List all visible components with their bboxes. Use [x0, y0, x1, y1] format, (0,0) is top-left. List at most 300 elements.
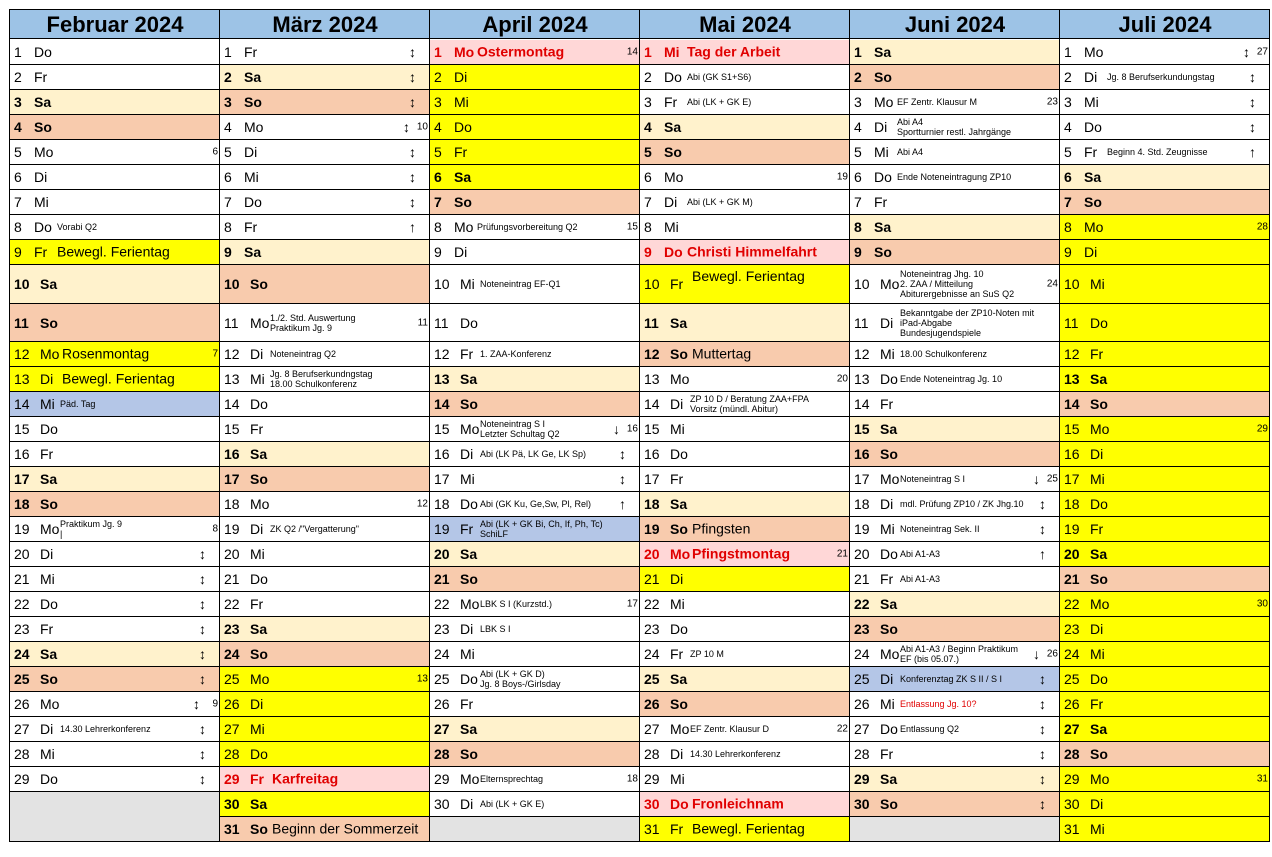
day-number: 12 — [1064, 346, 1080, 362]
day-number: 6 — [434, 169, 442, 185]
day-number: 20 — [1064, 546, 1080, 562]
day-number: 25 — [1064, 671, 1080, 687]
week-number: 12 — [416, 498, 428, 510]
day-cell — [640, 304, 850, 342]
day-cell — [220, 115, 430, 140]
event-note: Jg. 8 Berufserkundngstag 18.00 Schulkonferenz — [270, 369, 373, 389]
day-number: 16 — [224, 446, 240, 462]
day-number: 17 — [224, 471, 240, 487]
weekday: Mo — [670, 721, 690, 737]
event-note: Päd. Tag — [60, 399, 96, 409]
day-number: 31 — [644, 821, 660, 837]
day-cell — [1060, 592, 1270, 617]
day-number: 26 — [224, 696, 240, 712]
day-number: 13 — [224, 371, 240, 387]
day-cell — [1060, 392, 1270, 417]
day-number: 23 — [434, 621, 450, 637]
weekday: Di — [670, 571, 684, 587]
weekday: Di — [250, 696, 264, 712]
weekday: So — [1084, 194, 1102, 210]
day-number: 14 — [14, 396, 30, 412]
range-arrow-icon: ↕ — [199, 671, 206, 687]
event-note: Bewegl. Ferientag — [692, 820, 805, 837]
event-note: Bewegl. Ferientag — [692, 268, 805, 284]
weekday: Mo — [670, 371, 690, 387]
day-number: 6 — [14, 169, 22, 185]
day-number: 20 — [14, 546, 30, 562]
week-number: 21 — [836, 548, 848, 560]
week-number: 23 — [1046, 96, 1058, 108]
weekday: Mi — [670, 421, 685, 437]
weekday: Sa — [1090, 371, 1108, 387]
weekday: Sa — [670, 496, 688, 512]
weekday: Sa — [250, 446, 268, 462]
day-cell — [10, 492, 220, 517]
weekday: Di — [880, 314, 894, 331]
day-number: 11 — [644, 314, 659, 331]
day-cell — [1060, 90, 1270, 115]
day-number: 28 — [434, 746, 450, 762]
event-note: 1./2. Std. Auswertung Praktikum Jg. 9 — [270, 312, 356, 333]
day-cell — [430, 40, 640, 65]
event-note: Karfreitag — [272, 770, 339, 787]
month-title: Juli 2024 — [1060, 9, 1270, 39]
day-number: 13 — [644, 371, 660, 387]
day-number: 25 — [14, 671, 30, 687]
day-cell — [220, 392, 430, 417]
month-column — [219, 9, 430, 842]
day-cell — [1060, 442, 1270, 467]
weekday: Mo — [454, 44, 475, 60]
day-number: 23 — [224, 621, 240, 637]
day-number: 21 — [434, 571, 450, 587]
day-number: 3 — [854, 94, 862, 110]
day-cell — [640, 792, 850, 817]
day-number: 12 — [644, 346, 660, 362]
week-number: 10 — [416, 121, 428, 133]
event-note: ZK Q2 /"Vergatterung" — [270, 524, 359, 534]
day-number: 21 — [14, 571, 30, 587]
day-cell — [430, 592, 640, 617]
day-number: 1 — [854, 44, 862, 60]
day-number: 30 — [434, 796, 450, 812]
day-cell — [10, 742, 220, 767]
day-cell — [10, 767, 220, 792]
day-cell — [10, 692, 220, 717]
day-number: 27 — [854, 721, 870, 737]
weekday: So — [880, 621, 898, 637]
day-number: 10 — [224, 276, 240, 292]
event-note: Noteneintrag S I — [900, 474, 966, 484]
day-number: 18 — [434, 496, 450, 512]
day-number: 7 — [14, 194, 22, 210]
weekday: Mi — [460, 471, 475, 487]
day-cell — [220, 417, 430, 442]
event-note: Noteneintrag Q2 — [270, 349, 337, 359]
day-cell — [10, 442, 220, 467]
weekday: Fr — [460, 346, 474, 362]
event-note: EF Zentr. Klausur M — [897, 97, 978, 107]
day-cell — [850, 65, 1060, 90]
day-cell — [850, 692, 1060, 717]
day-number: 14 — [644, 396, 660, 412]
day-number: 20 — [854, 546, 870, 562]
event-note: Ende Noteneintrag Jg. 10 — [900, 374, 1003, 384]
range-arrow-icon: ↕ — [409, 69, 416, 85]
day-cell — [430, 617, 640, 642]
day-cell — [220, 717, 430, 742]
day-number: 8 — [14, 219, 22, 235]
weekday: Do — [460, 496, 478, 512]
day-cell — [220, 767, 430, 792]
range-arrow-icon: ↕ — [1039, 771, 1046, 787]
day-number: 23 — [644, 621, 660, 637]
weekday: Mo — [1090, 596, 1110, 612]
event-note: Rosenmontag — [62, 345, 150, 362]
weekday: Mi — [874, 144, 889, 160]
weekday: Mo — [880, 646, 900, 662]
range-arrow-icon: ↑ — [619, 496, 626, 512]
day-cell — [10, 140, 220, 165]
day-cell — [430, 65, 640, 90]
weekday: Mo — [1090, 421, 1110, 437]
weekday: Fr — [664, 94, 678, 110]
day-cell — [640, 692, 850, 717]
weekday: Fr — [670, 646, 684, 662]
day-cell — [640, 90, 850, 115]
weekday: Di — [460, 621, 474, 637]
range-arrow-icon: ↓ — [613, 421, 620, 437]
day-cell — [850, 667, 1060, 692]
event-note: Praktikum Jg. 9 | — [60, 519, 123, 539]
range-arrow-icon: ↕ — [619, 446, 626, 462]
day-number: 2 — [1064, 69, 1072, 85]
day-cell — [850, 417, 1060, 442]
day-cell — [430, 90, 640, 115]
event-note: Abi (GK S1+S6) — [687, 72, 752, 82]
day-number: 29 — [644, 771, 660, 787]
weekday: Di — [664, 194, 678, 210]
weekday: So — [250, 821, 268, 837]
day-cell — [1060, 40, 1270, 65]
weekday: Sa — [40, 276, 58, 292]
day-number: 29 — [854, 771, 870, 787]
day-cell — [1060, 617, 1270, 642]
event-note: Abi (GK Ku, Ge,Sw, Pl, Rel) — [480, 499, 592, 509]
day-number: 5 — [1064, 144, 1072, 160]
weekday: Sa — [250, 621, 268, 637]
day-cell — [430, 304, 640, 342]
day-cell — [10, 215, 220, 240]
day-cell — [640, 592, 850, 617]
weekday: So — [670, 521, 688, 537]
day-cell — [430, 517, 640, 542]
range-arrow-icon: ↑ — [409, 219, 416, 235]
weekday: Fr — [40, 621, 54, 637]
weekday: Sa — [40, 471, 58, 487]
day-number: 28 — [1064, 746, 1080, 762]
weekday: Sa — [1084, 169, 1102, 185]
day-number: 19 — [644, 521, 660, 537]
weekday: So — [460, 746, 478, 762]
weekday: Sa — [34, 94, 52, 110]
week-number: 30 — [1256, 598, 1268, 610]
week-number: 31 — [1256, 773, 1268, 785]
day-cell — [220, 517, 430, 542]
empty-cell — [850, 817, 1060, 842]
day-cell — [850, 392, 1060, 417]
weekday: So — [40, 314, 58, 331]
weekday: Di — [880, 671, 894, 687]
day-number: 16 — [434, 446, 450, 462]
day-number: 27 — [224, 721, 240, 737]
weekday: Mo — [1090, 771, 1110, 787]
weekday: Sa — [1090, 546, 1108, 562]
range-arrow-icon: ↕ — [1039, 746, 1046, 762]
weekday: Mi — [40, 746, 55, 762]
weekday: Fr — [454, 144, 468, 160]
range-arrow-icon: ↕ — [1039, 671, 1046, 687]
day-cell — [1060, 742, 1270, 767]
day-number: 15 — [224, 421, 240, 437]
event-note: Fronleichnam — [692, 795, 784, 812]
day-number: 4 — [14, 119, 22, 135]
day-cell — [640, 467, 850, 492]
weekday: Do — [664, 244, 683, 260]
day-number: 5 — [434, 144, 442, 160]
weekday: Di — [1090, 446, 1104, 462]
day-cell — [430, 265, 640, 304]
range-arrow-icon: ↑ — [1249, 144, 1256, 160]
event-note: Beginn 4. Std. Zeugnisse — [1107, 147, 1208, 157]
day-cell — [1060, 342, 1270, 367]
day-number: 31 — [1064, 821, 1080, 837]
month-column — [9, 9, 220, 842]
week-number: 8 — [212, 523, 218, 535]
day-number: 19 — [434, 521, 450, 537]
day-number: 6 — [644, 169, 652, 185]
weekday: Mo — [460, 596, 480, 612]
weekday: Di — [460, 446, 474, 462]
day-number: 15 — [644, 421, 660, 437]
week-number: 20 — [836, 373, 848, 385]
day-number: 22 — [1064, 596, 1080, 612]
day-number: 20 — [644, 546, 660, 562]
day-number: 24 — [434, 646, 450, 662]
day-number: 28 — [14, 746, 30, 762]
day-number: 5 — [14, 144, 22, 160]
day-number: 15 — [434, 421, 450, 437]
range-arrow-icon: ↕ — [1249, 94, 1256, 110]
day-cell — [220, 742, 430, 767]
day-cell — [10, 90, 220, 115]
event-note: LBK S I (Kurzstd.) — [480, 599, 553, 609]
range-arrow-icon: ↕ — [1249, 119, 1256, 135]
day-number: 7 — [224, 194, 232, 210]
weekday: Do — [34, 44, 52, 60]
weekday: Do — [34, 219, 52, 235]
day-cell — [1060, 517, 1270, 542]
day-cell — [1060, 792, 1270, 817]
day-number: 23 — [854, 621, 870, 637]
day-cell — [640, 190, 850, 215]
day-number: 16 — [14, 446, 30, 462]
day-cell — [1060, 367, 1270, 392]
day-cell — [220, 492, 430, 517]
day-number: 16 — [644, 446, 660, 462]
day-cell — [10, 567, 220, 592]
weekday: Mo — [244, 119, 264, 135]
day-number: 3 — [224, 94, 232, 110]
day-cell — [10, 592, 220, 617]
weekday: So — [40, 496, 58, 512]
weekday: Sa — [664, 119, 682, 135]
day-number: 20 — [434, 546, 450, 562]
day-number: 17 — [434, 471, 450, 487]
day-number: 16 — [1064, 446, 1080, 462]
weekday: Do — [670, 621, 688, 637]
day-number: 22 — [224, 596, 240, 612]
day-cell — [640, 492, 850, 517]
day-number: 14 — [854, 396, 870, 412]
weekday: Fr — [40, 446, 54, 462]
weekday: Fr — [250, 421, 264, 437]
day-cell — [430, 392, 640, 417]
day-cell — [850, 442, 1060, 467]
weekday: Fr — [880, 571, 894, 587]
day-number: 22 — [854, 596, 870, 612]
range-arrow-icon: ↕ — [409, 169, 416, 185]
weekday: Sa — [670, 671, 688, 687]
weekday: Fr — [244, 44, 258, 60]
weekday: Fr — [670, 821, 684, 837]
weekday: Sa — [880, 596, 898, 612]
week-number: 7 — [212, 348, 218, 360]
day-cell — [220, 467, 430, 492]
day-number: 17 — [854, 471, 870, 487]
weekday: Do — [880, 371, 898, 387]
month-title: Mai 2024 — [640, 9, 850, 39]
weekday: Mi — [250, 546, 265, 562]
day-number: 22 — [644, 596, 660, 612]
weekday: Do — [454, 119, 472, 135]
day-number: 28 — [224, 746, 240, 762]
day-number: 21 — [1064, 571, 1080, 587]
weekday: Mi — [880, 521, 895, 537]
day-number: 27 — [1064, 721, 1080, 737]
day-number: 4 — [434, 119, 442, 135]
day-number: 7 — [854, 194, 862, 210]
day-cell — [1060, 467, 1270, 492]
day-number: 22 — [434, 596, 450, 612]
day-cell — [850, 742, 1060, 767]
weekday: Di — [1084, 69, 1098, 85]
day-number: 9 — [434, 244, 442, 260]
day-cell — [10, 367, 220, 392]
day-number: 11 — [434, 314, 449, 331]
day-cell — [10, 467, 220, 492]
day-cell — [1060, 417, 1270, 442]
day-cell — [220, 304, 430, 342]
day-cell — [1060, 215, 1270, 240]
day-cell — [850, 304, 1060, 342]
weekday: Sa — [670, 314, 688, 331]
day-number: 27 — [644, 721, 660, 737]
day-cell — [10, 304, 220, 342]
range-arrow-icon: ↕ — [199, 596, 206, 612]
day-number: 13 — [1064, 371, 1080, 387]
day-cell — [1060, 767, 1270, 792]
event-note: ZP 10 D / Beratung ZAA+FPA Vorsitz (mündl. Abitur) — [690, 394, 809, 414]
weekday: Mo — [250, 671, 270, 687]
day-number: 5 — [224, 144, 232, 160]
day-cell — [1060, 65, 1270, 90]
range-arrow-icon: ↕ — [1039, 696, 1046, 712]
week-number: 19 — [836, 171, 848, 183]
weekday: So — [1090, 396, 1108, 412]
day-cell — [1060, 642, 1270, 667]
weekday: Mo — [880, 471, 900, 487]
weekday: Mi — [664, 44, 680, 60]
weekday: Di — [454, 69, 468, 85]
week-number: 29 — [1256, 423, 1268, 435]
day-number: 1 — [1064, 44, 1072, 60]
day-number: 14 — [434, 396, 450, 412]
day-number: 26 — [434, 696, 450, 712]
day-number: 11 — [224, 314, 239, 331]
day-number: 21 — [224, 571, 240, 587]
weekday: Fr — [250, 771, 264, 787]
day-cell — [10, 240, 220, 265]
day-cell — [850, 342, 1060, 367]
day-number: 17 — [644, 471, 660, 487]
weekday: Do — [460, 314, 478, 331]
weekday: Sa — [454, 169, 472, 185]
weekday: Di — [874, 119, 888, 135]
week-number: 18 — [626, 773, 638, 785]
weekday: Mo — [40, 346, 60, 362]
day-cell — [640, 742, 850, 767]
weekday: Do — [250, 396, 268, 412]
weekday: Di — [40, 721, 54, 737]
day-cell — [850, 592, 1060, 617]
weekday: Sa — [460, 546, 478, 562]
weekday: Fr — [460, 521, 474, 537]
weekday: Di — [670, 746, 684, 762]
day-cell — [220, 342, 430, 367]
day-number: 24 — [224, 646, 240, 662]
week-number: 15 — [626, 221, 638, 233]
day-number: 19 — [14, 521, 30, 537]
day-number: 14 — [224, 396, 240, 412]
day-number: 8 — [434, 219, 442, 235]
day-number: 25 — [854, 671, 870, 687]
day-cell — [640, 115, 850, 140]
day-cell — [430, 742, 640, 767]
day-number: 6 — [1064, 169, 1072, 185]
day-number: 12 — [224, 346, 240, 362]
day-cell — [430, 240, 640, 265]
weekday: Di — [40, 546, 54, 562]
week-number: 6 — [212, 146, 218, 158]
event-note: Prüfungsvorbereitung Q2 — [477, 222, 578, 232]
event-note: Noteneintrag Sek. II — [900, 524, 980, 534]
event-note: Ostermontag — [477, 43, 565, 60]
month-column — [639, 9, 850, 842]
day-cell — [850, 140, 1060, 165]
weekday: Mi — [1084, 94, 1099, 110]
event-note: 14.30 Lehrerkonferenz — [60, 724, 151, 734]
